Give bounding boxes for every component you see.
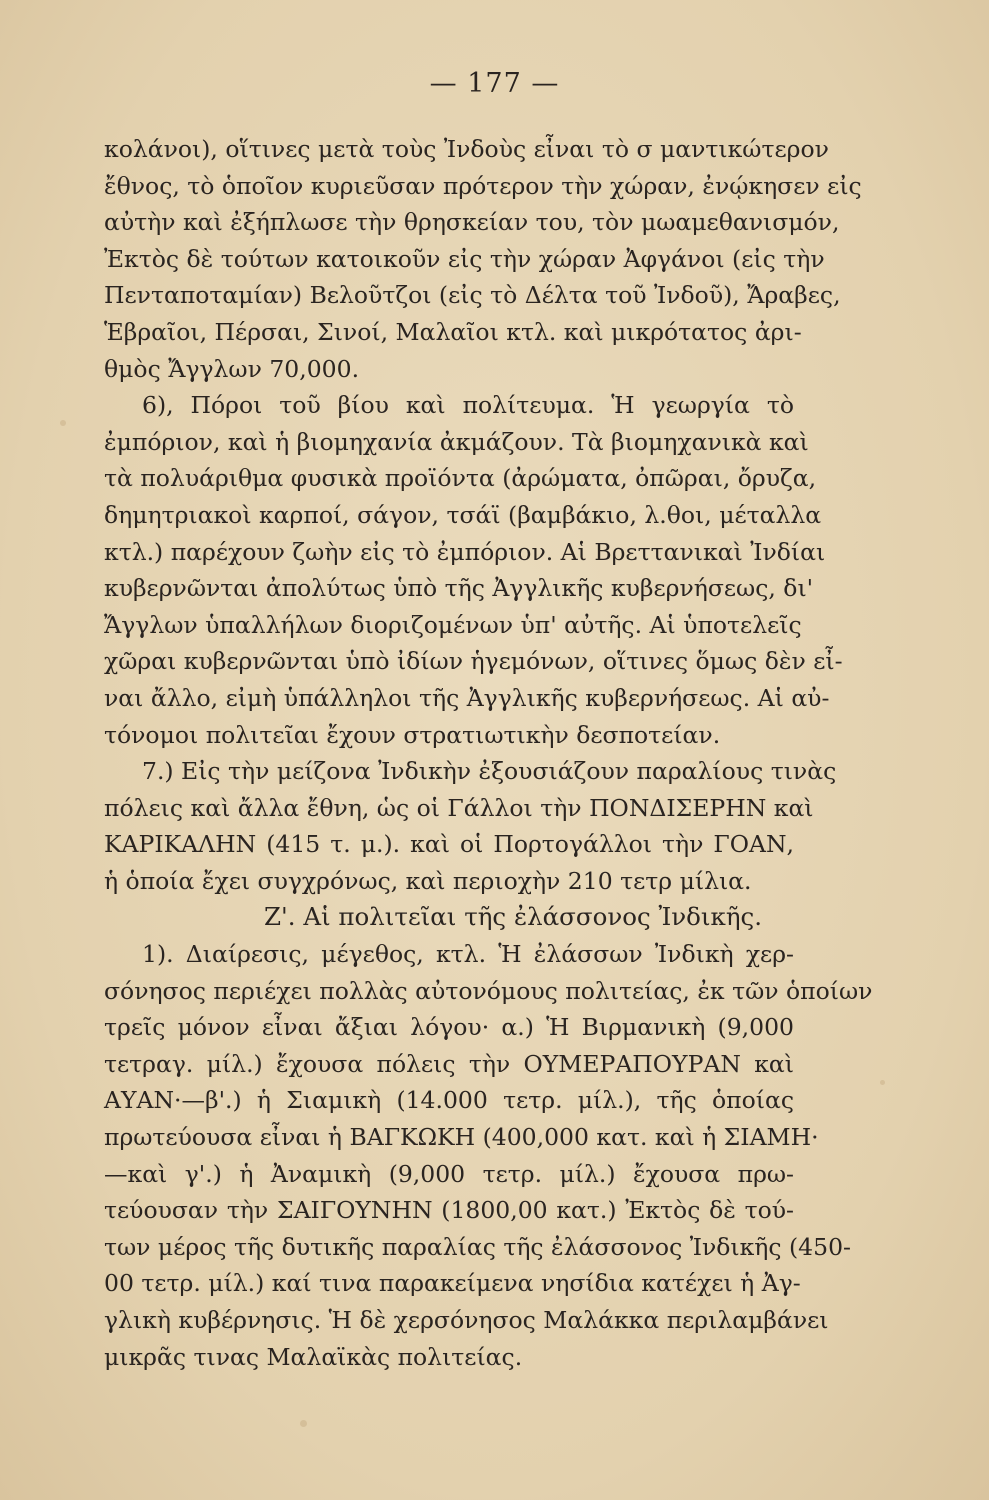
text-line: Ἐκτὸς δὲ τούτων κατοικοῦν εἰς τὴν χώραν Ἀφγάνοι (εἰς τὴν [104, 244, 825, 273]
text-line: ΚΑΡΙΚΑΛΗΝ (415 τ. μ.). καὶ οἱ Πορτογάλλοι τὴν ΓΟΑΝ, [104, 830, 794, 859]
text-line: αὐτὴν καὶ ἐξήπλωσε τὴν θρησκείαν του, τὸν μωαμεθανισμόν, [104, 208, 840, 237]
text-line: κτλ.) παρέχουν ζωὴν εἰς τὸ ἐμπόριον. Αἱ Βρεττανικαὶ Ἰνδίαι [104, 537, 826, 566]
paper-stain [300, 1420, 307, 1427]
text-line: ἐμπόριον, καὶ ἡ βιομηχανία ἀκμάζουν. Τὰ βιομηχανικὰ καὶ [104, 427, 809, 456]
text-line: Πενταποταμίαν) Βελοῦτζοι (εἰς τὸ Δέλτα τοῦ Ἰνδοῦ), Ἄραβες, [104, 281, 841, 310]
text-line: ἔθνος, τὸ ὁποῖον κυριεῦσαν πρότερον τὴν χώραν, ἐνῴκησεν εἰς [104, 171, 862, 200]
paragraph-start: 1). Διαίρεσις, μέγεθος, κτλ. Ἡ ἐλάσσων Ἰνδικὴ χερ- [142, 940, 794, 969]
text-line: κυβερνῶνται ἀπολύτως ὑπὸ τῆς Ἀγγλικῆς κυβερνήσεως, δι' [104, 574, 814, 603]
paragraph-start: 7.) Εἰς τὴν μείζονα Ἰνδικὴν ἐξουσιάζουν παραλίους τινὰς [142, 757, 837, 786]
text-line: τεύουσαν τὴν ΣΑΙΓΟΥΝΗΝ (1800,00 κατ.) Ἐκτὸς δὲ τού- [104, 1196, 794, 1225]
paragraph-start: 6), Πόροι τοῦ βίου καὶ πολίτευμα. Ἡ γεωργία τὸ [142, 391, 794, 420]
text-line: θμὸς Ἄγγλων 70,000. [104, 354, 360, 383]
text-line: τὰ πολυάριθμα φυσικὰ προϊόντα (ἀρώματα, ὀπῶραι, ὄρυζα, [104, 464, 817, 493]
text-line: ἡ ὁποία ἔχει συγχρόνως, καὶ περιοχὴν 210 τετρ μίλια. [104, 866, 752, 895]
text-line: 00 τετρ. μίλ.) καί τινα παρακείμενα νησίδια κατέχει ἡ Ἀγ- [104, 1269, 801, 1298]
paper-stain [880, 1080, 885, 1085]
text-line: ναι ἄλλο, εἰμὴ ὑπάλληλοι τῆς Ἀγγλικῆς κυβερνήσεως. Αἱ αὐ- [104, 683, 830, 712]
text-line: Ἑβραῖοι, Πέρσαι, Σινοί, Μαλαῖοι κτλ. καὶ μικρότατος ἀρι- [104, 317, 802, 346]
text-line: πρωτεύουσα εἶναι ἡ ΒΑΓΚΩΚΗ (400,000 κατ. καὶ ἡ ΣΙΑΜΗ· [104, 1123, 819, 1152]
text-line: —καὶ γ'.) ἡ Ἀναμικὴ (9,000 τετρ. μίλ.) ἔχουσα πρω- [104, 1159, 794, 1188]
text-line: γλικὴ κυβέρνησις. Ἡ δὲ χερσόνησος Μαλάκκα περιλαμβάνει [104, 1306, 829, 1334]
text-line: κολάνοι), οἵτινες μετὰ τοὺς Ἰνδοὺς εἶναι τὸ σ μαντικώτερον [104, 135, 829, 163]
body-text [104, 131, 873, 1375]
text-line: ΑΥΑΝ·—β'.) ἡ Σιαμικὴ (14.000 τετρ. μίλ.), τῆς ὁποίας [104, 1086, 794, 1115]
text-line: μικρᾶς τινας Μαλαϊκὰς πολιτείας. [104, 1342, 523, 1371]
text-line: τόνομοι πολιτεῖαι ἔχουν στρατιωτικὴν δεσποτείαν. [104, 720, 721, 749]
text-line: Ἄγγλων ὑπαλλήλων διοριζομένων ὑπ' αὐτῆς. Αἱ ὑποτελεῖς [104, 610, 802, 639]
text-line: τετραγ. μίλ.) ἔχουσα πόλεις τὴν ΟΥΜΕΡΑΠΟΥΡΑΝ καὶ [104, 1049, 794, 1078]
text-line: δημητριακοὶ καρποί, σάγον, τσάϊ (βαμβάκιο, λ.θοι, μέταλλα [104, 500, 822, 529]
section-heading: Ζ'. Αἱ πολιτεῖαι τῆς ἐλάσσονος Ἰνδικῆς. [264, 902, 763, 932]
text-line: σόνησος περιέχει πολλὰς αὐτονόμους πολιτείας, ἐκ τῶν ὁποίων [104, 976, 873, 1005]
page-number: — 177 — [429, 68, 560, 99]
text-line: πόλεις καὶ ἄλλα ἔθνη, ὡς οἱ Γάλλοι τὴν ΠΟΝΔΙΣΕΡΗΝ καὶ [104, 793, 814, 822]
text-line: των μέρος τῆς δυτικῆς παραλίας τῆς ἐλάσσονος Ἰνδικῆς (450- [104, 1232, 851, 1261]
text-line: χῶραι κυβερνῶνται ὑπὸ ἰδίων ἡγεμόνων, οἵτινες ὅμως δὲν εἶ- [104, 647, 843, 676]
text-line: τρεῖς μόνον εἶναι ἄξιαι λόγου· α.) Ἡ Βιρμανικὴ (9,000 [104, 1013, 794, 1042]
paper-stain [60, 420, 66, 426]
